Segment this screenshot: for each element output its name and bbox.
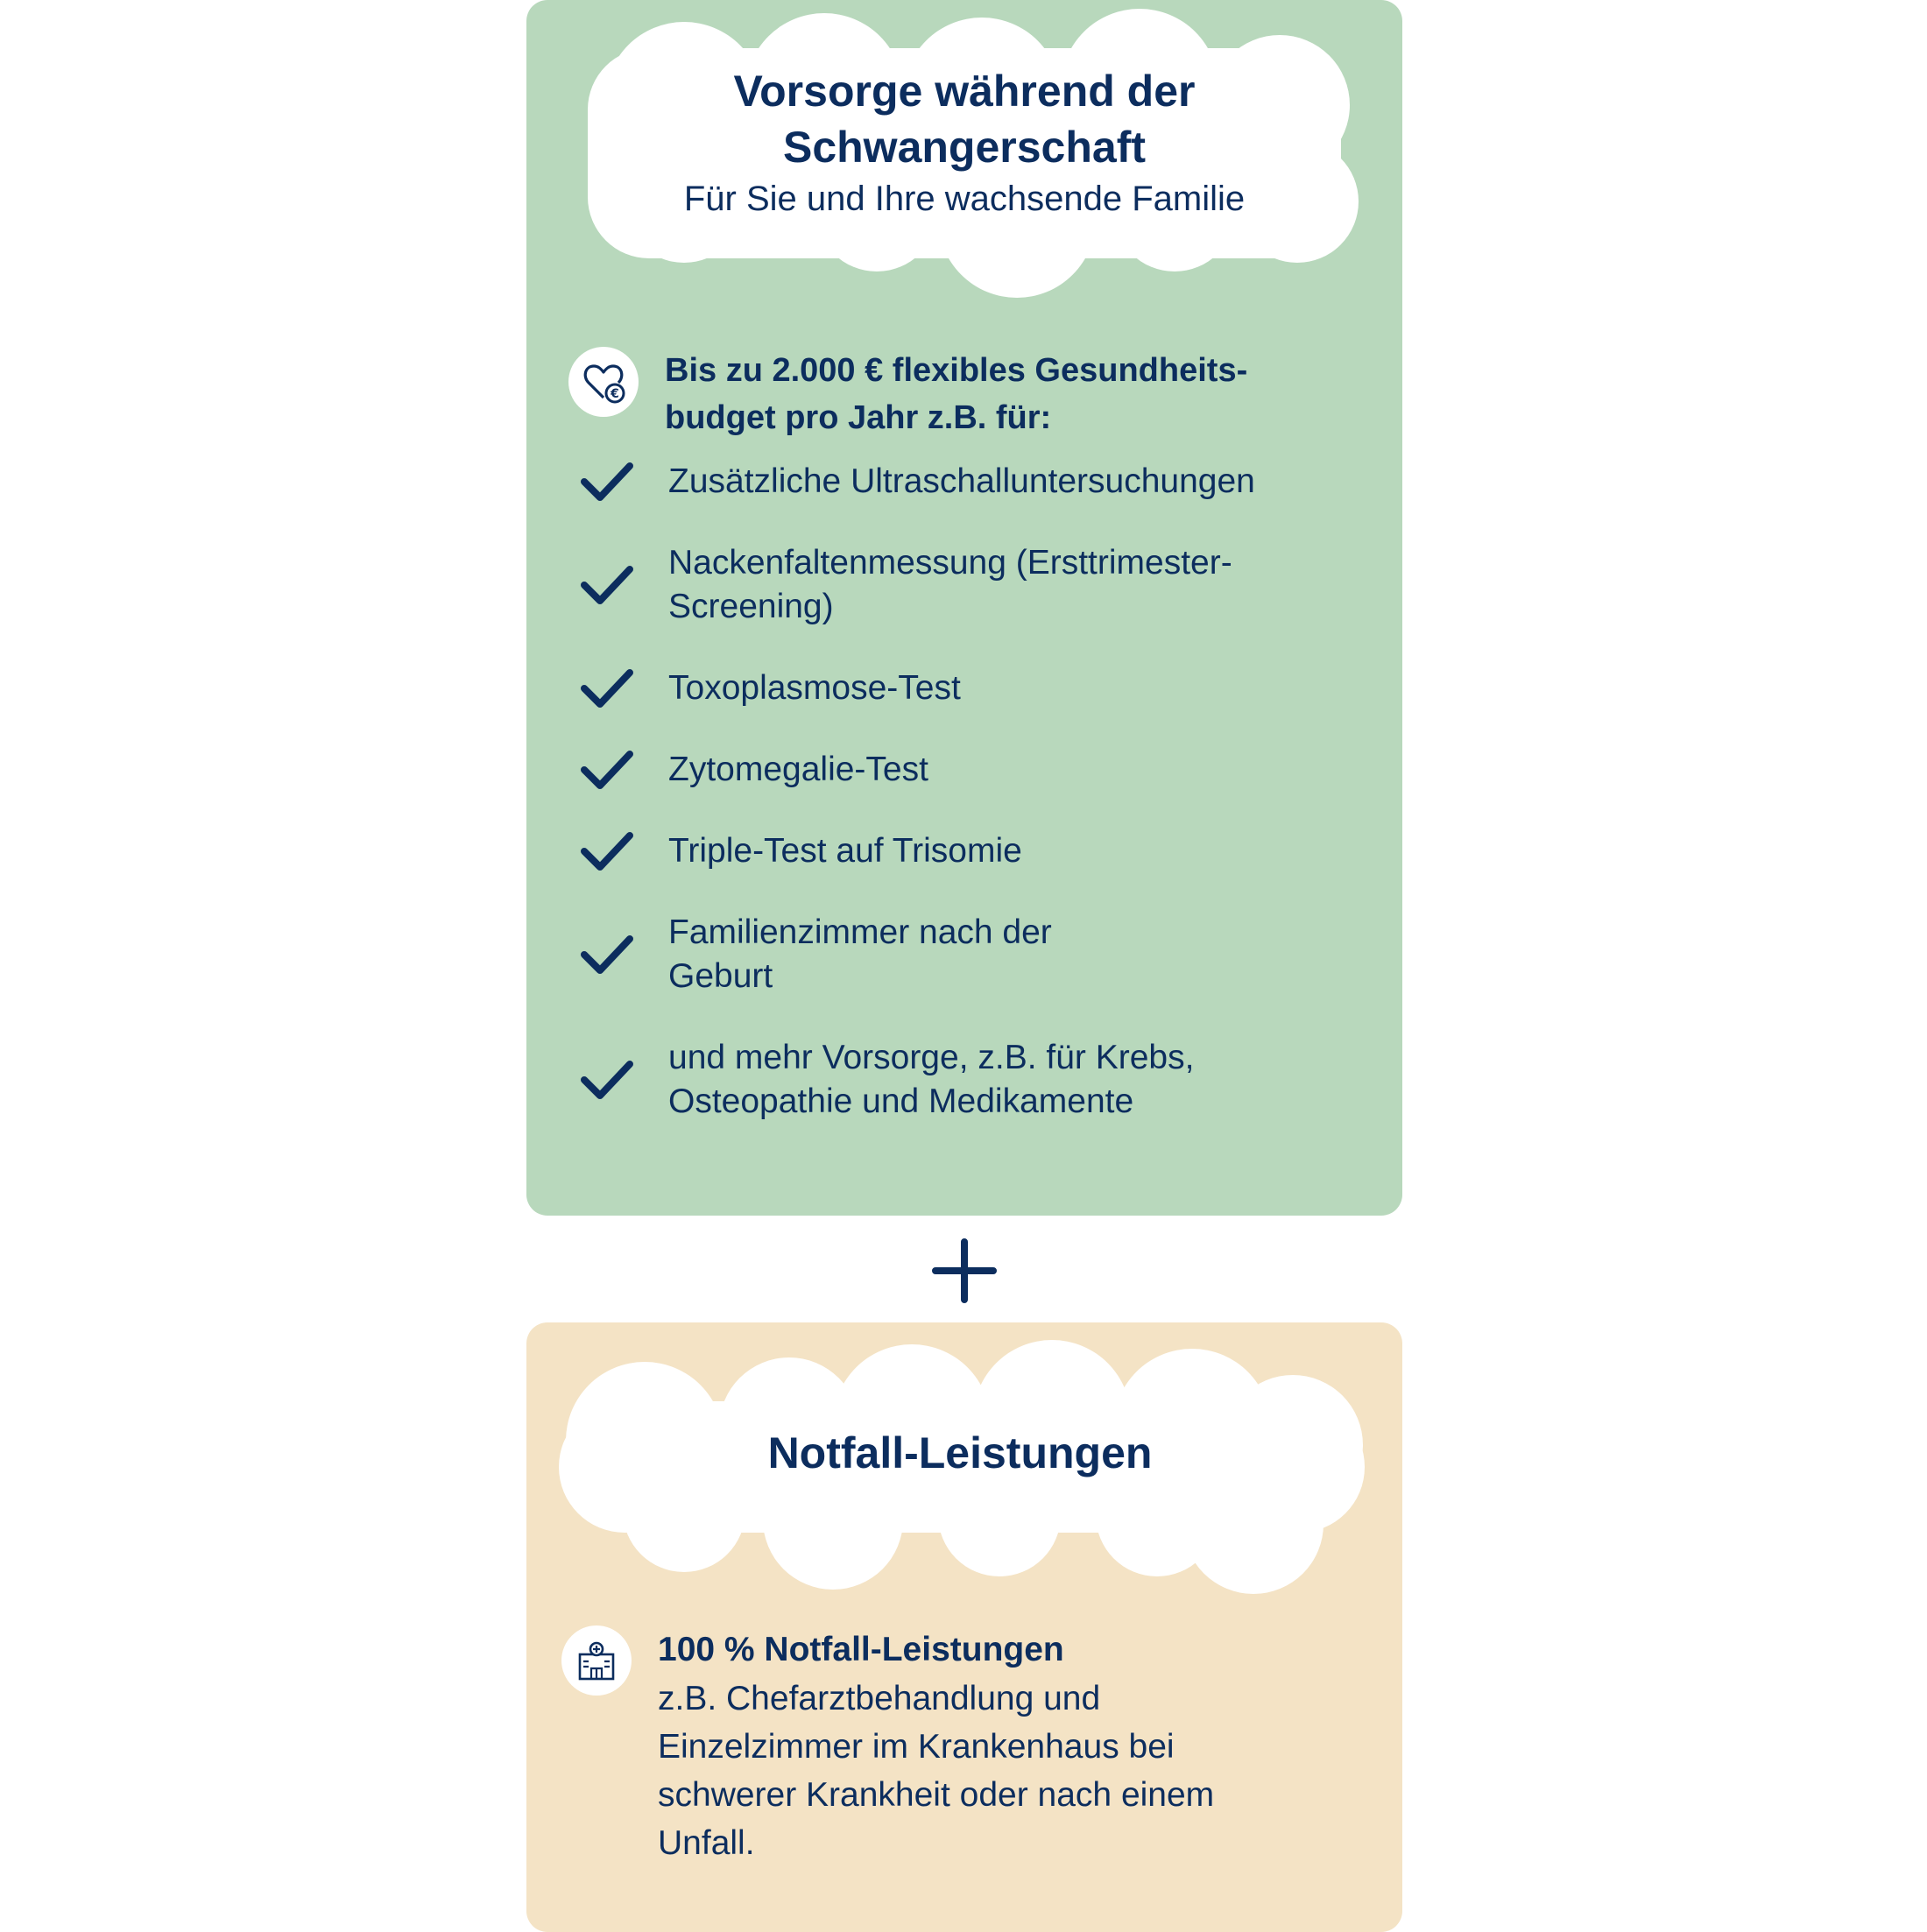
list-item-line1: und mehr Vorsorge, z.B. für Krebs,	[668, 1039, 1195, 1076]
notfall-headline: 100 % Notfall-Leistungen	[658, 1631, 1064, 1668]
notfall-card	[526, 1322, 1402, 1932]
list-item	[579, 1036, 1367, 1124]
notfall-text	[658, 1625, 1323, 1867]
notfall-body-line: schwerer Krankheit oder nach einem	[658, 1776, 1215, 1814]
budget-text	[665, 347, 1247, 441]
checkmark-icon	[579, 455, 635, 508]
hospital-icon	[561, 1625, 632, 1696]
list-item	[579, 666, 1367, 710]
list-item-line1: Nackenfaltenmessung (Ersttrimester-	[668, 544, 1232, 582]
checkmark-icon	[579, 744, 635, 796]
checkmark-icon	[579, 1054, 635, 1106]
list-item	[579, 460, 1367, 504]
list-item-line2: Screening)	[668, 588, 834, 625]
vorsorge-card	[526, 0, 1402, 1216]
checkmark-icon	[579, 928, 635, 981]
benefit-list	[579, 460, 1367, 1161]
notfall-body-line: Unfall.	[658, 1824, 755, 1862]
list-item-line1: Zusätzliche Ultraschalluntersuchungen	[668, 462, 1255, 500]
vorsorge-title-line1: Vorsorge während der	[733, 67, 1196, 116]
notfall-body-line: z.B. Chefarztbehandlung und	[658, 1680, 1101, 1717]
checkmark-icon	[579, 825, 635, 878]
plus-icon	[930, 1237, 999, 1305]
list-item	[579, 748, 1367, 792]
heart-euro-icon	[568, 347, 639, 417]
list-item	[579, 541, 1367, 629]
vorsorge-subtitle: Für Sie und Ihre wachsende Familie	[683, 180, 1246, 218]
notfall-details	[561, 1625, 1323, 1867]
list-item-line2: Osteopathie und Medikamente	[668, 1082, 1134, 1120]
list-item-line2: Geburt	[668, 957, 773, 995]
list-item-line1: Triple-Test auf Trisomie	[668, 832, 1022, 870]
vorsorge-title-line2: Schwangerschaft	[782, 123, 1146, 172]
checkmark-icon	[579, 662, 635, 715]
list-item-line1: Toxoplasmose-Test	[668, 669, 961, 707]
budget-line1: Bis zu 2.000 € flexibles Gesundheits-	[665, 352, 1248, 389]
budget-intro	[568, 347, 1247, 441]
notfall-body-line: Einzelzimmer im Krankenhaus bei	[658, 1728, 1175, 1766]
list-item	[579, 829, 1367, 873]
checkmark-icon	[579, 559, 635, 611]
list-item-line1: Familienzimmer nach der	[668, 913, 1052, 951]
list-item	[579, 911, 1367, 998]
budget-line2: budget pro Jahr z.B. für:	[665, 399, 1052, 436]
svg-text:€: €	[611, 387, 619, 401]
notfall-header	[658, 1425, 1262, 1481]
vorsorge-header	[640, 63, 1288, 222]
notfall-title: Notfall-Leistungen	[767, 1428, 1153, 1477]
list-item-line1: Zytomegalie-Test	[668, 751, 928, 788]
